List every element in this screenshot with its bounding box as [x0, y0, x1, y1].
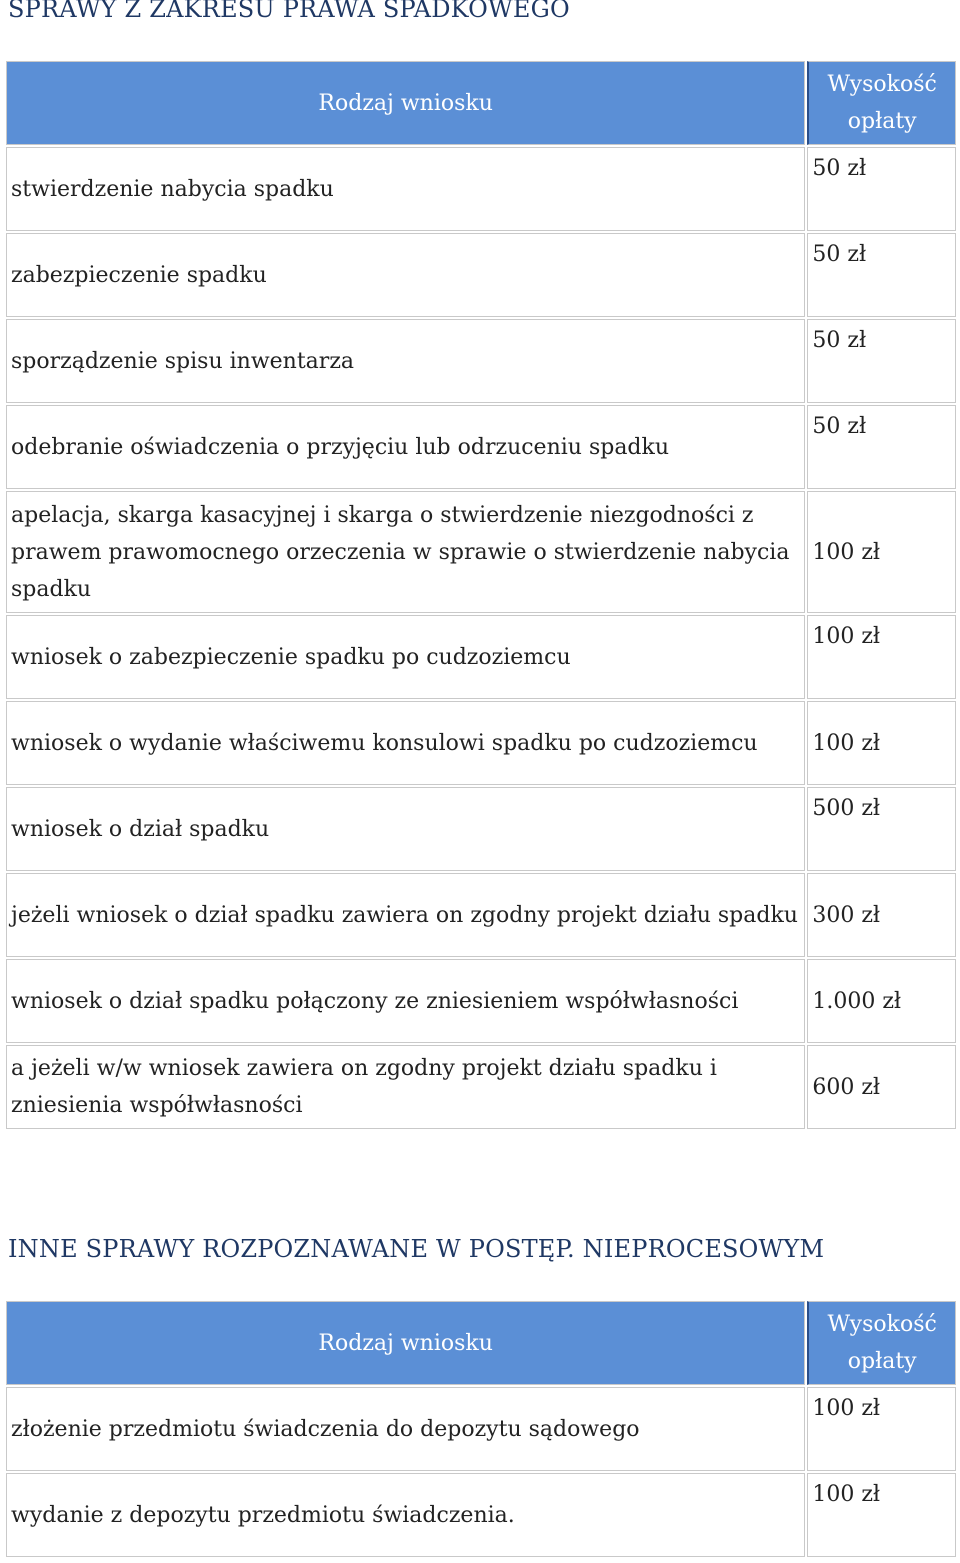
table-row	[6, 319, 956, 403]
column-header-fee: Wysokość opłaty	[807, 61, 956, 145]
request-type: stwierdzenie nabycia spadku	[6, 147, 805, 231]
fee-amount: 50 zł	[807, 405, 956, 489]
fee-amount: 100 zł	[807, 1387, 956, 1471]
table-row	[6, 873, 956, 957]
section-title-other-matters: INNE SPRAWY ROZPOZNAWANE W POSTĘP. NIEPROCESOWYM	[8, 1235, 825, 1263]
fee-amount: 300 zł	[807, 873, 956, 957]
other-matters-fees-table	[4, 1299, 958, 1559]
fee-amount: 100 zł	[807, 615, 956, 699]
fee-amount: 50 zł	[807, 147, 956, 231]
request-type: a jeżeli w/w wniosek zawiera on zgodny projekt działu spadku i zniesienia współwłasności	[6, 1045, 805, 1129]
column-header-fee: Wysokość opłaty	[807, 1301, 956, 1385]
fee-amount: 600 zł	[807, 1045, 956, 1129]
table-row	[6, 491, 956, 613]
request-type: złożenie przedmiotu świadczenia do depozytu sądowego	[6, 1387, 805, 1471]
inheritance-fees-table	[4, 59, 958, 1131]
fee-amount: 100 zł	[807, 491, 956, 613]
fee-amount: 100 zł	[807, 701, 956, 785]
fee-amount: 100 zł	[807, 1473, 956, 1557]
table-row	[6, 147, 956, 231]
fee-amount: 500 zł	[807, 787, 956, 871]
request-type: sporządzenie spisu inwentarza	[6, 319, 805, 403]
request-type: jeżeli wniosek o dział spadku zawiera on zgodny projekt działu spadku	[6, 873, 805, 957]
table-row	[6, 615, 956, 699]
table-row	[6, 787, 956, 871]
request-type: odebranie oświadczenia o przyjęciu lub odrzuceniu spadku	[6, 405, 805, 489]
request-type: zabezpieczenie spadku	[6, 233, 805, 317]
request-type: wniosek o zabezpieczenie spadku po cudzoziemcu	[6, 615, 805, 699]
fee-amount: 1.000 zł	[807, 959, 956, 1043]
table-row	[6, 233, 956, 317]
table-row	[6, 1387, 956, 1471]
request-type: wniosek o dział spadku	[6, 787, 805, 871]
column-header-type: Rodzaj wniosku	[6, 61, 805, 145]
section-title-inheritance: SPRAWY Z ZAKRESU PRAWA SPADKOWEGO	[8, 0, 570, 23]
table-row	[6, 1473, 956, 1557]
request-type: wniosek o dział spadku połączony ze zniesieniem współwłasności	[6, 959, 805, 1043]
table-row	[6, 405, 956, 489]
table-header-row	[6, 1301, 956, 1385]
table-row	[6, 959, 956, 1043]
fee-amount: 50 zł	[807, 233, 956, 317]
request-type: apelacja, skarga kasacyjnej i skarga o stwierdzenie niezgodności z prawem prawomocnego orzeczenia w sprawie o stwierdzenie nabycia spadku	[6, 491, 805, 613]
request-type: wydanie z depozytu przedmiotu świadczenia.	[6, 1473, 805, 1557]
table-row	[6, 701, 956, 785]
column-header-type: Rodzaj wniosku	[6, 1301, 805, 1385]
table-row	[6, 1045, 956, 1129]
fee-amount: 50 zł	[807, 319, 956, 403]
request-type: wniosek o wydanie właściwemu konsulowi spadku po cudzoziemcu	[6, 701, 805, 785]
table-header-row	[6, 61, 956, 145]
